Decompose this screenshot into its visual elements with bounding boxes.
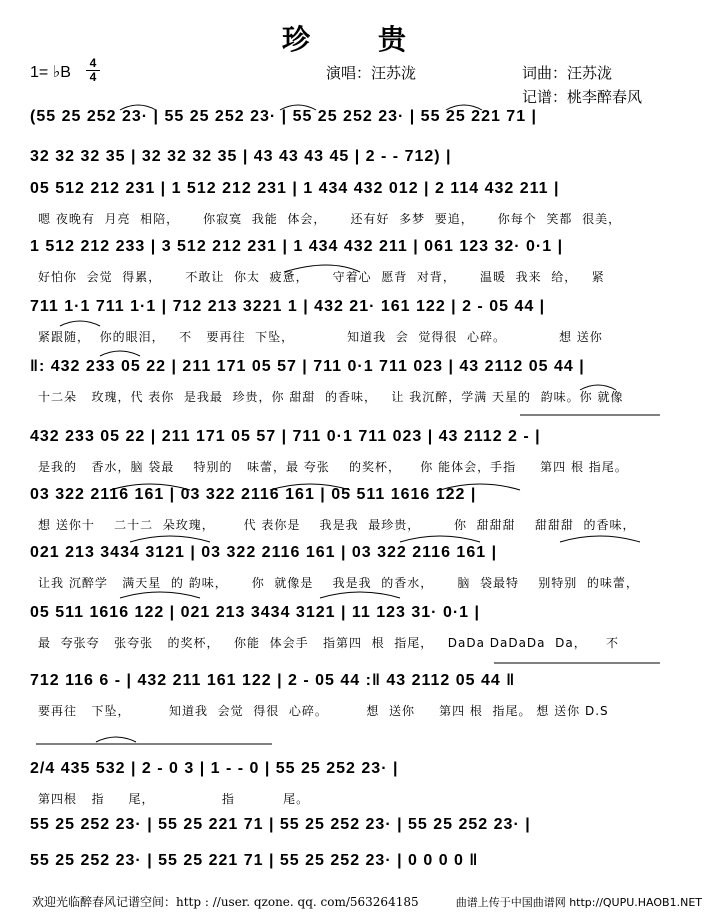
notation-line: 021 213 3434 3121 | 03 322 2116 161 | 03 322 2116 161 | xyxy=(30,544,498,561)
lyric-line: 第四根 指 尾， 指 尾。 xyxy=(38,792,310,806)
time-signature xyxy=(86,58,100,83)
composer-credit: 词曲：汪苏泷 xyxy=(522,64,613,82)
notation-line: 55 25 252 23· | 55 25 221 71 | 55 25 252 23· | 0 0 0 0 ‖ xyxy=(30,852,479,869)
slur xyxy=(120,592,200,598)
notation-line: 432 233 05 22 | 211 171 05 57 | 711 0·1 711 023 | 43 2112 2 - | xyxy=(30,428,541,445)
song-title: 珍 贵 xyxy=(281,23,426,56)
notation-line: 711 1·1 711 1·1 | 712 213 3221 1 | 432 21· 161 122 | 2 - 05 44 | xyxy=(30,298,546,315)
key-signature: 1= ♭B xyxy=(30,64,71,81)
lyric-line: 让我 沉醉学 满天星 的 韵味， 你 就像是 我是我 的香水， 脑 袋最特 别特别 的味蕾， xyxy=(38,576,639,590)
notation-line: ‖: 432 233 05 22 | 211 171 05 57 | 711 0·1 711 023 | 43 2112 05 44 | xyxy=(30,358,585,375)
notation-line: 712 116 6 - | 432 211 161 122 | 2 - 05 44 :‖ 43 2112 05 44 ‖ xyxy=(30,672,516,689)
notation-line: 1 512 212 233 | 3 512 212 231 | 1 434 432 211 | 061 123 32· 0·1 | xyxy=(30,238,564,255)
lyric-line: 是我的 香水，脑 袋最 特别的 味蕾，最 夸张 的奖杯， 你 能体会，手指 第四 根 指尾。 xyxy=(38,460,628,474)
meter-bottom: 4 xyxy=(89,70,97,84)
lyric-line: 要再往 下坠， 知道我 会觉 得很 心碎。 想 送你 第四 根 指尾。 想 送你 D.S xyxy=(38,704,609,718)
slur xyxy=(96,737,136,742)
notation-line: 32 32 32 35 | 32 32 32 35 | 43 43 43 45 | 2 - - 712) | xyxy=(30,148,452,165)
notation-line: 05 511 1616 122 | 021 213 3434 3121 | 11 123 31· 0·1 | xyxy=(30,604,480,621)
lyric-line: 十二朵 玫瑰，代 表你 是我最 珍贵，你 甜甜 的香味， 让 我沉醉，学满 天星的 韵味。你 就像 xyxy=(38,390,624,404)
notation-line: 55 25 252 23· | 55 25 221 71 | 55 25 252 23· | 55 25 252 23· | xyxy=(30,816,531,833)
lyric-line: 最 夸张夸 张夸张 的奖杯， 你能 体会手 指第四 根 指尾， DaDa DaDaDa Da， 不 xyxy=(38,636,619,650)
notation-line: 05 512 212 231 | 1 512 212 231 | 1 434 432 012 | 2 114 432 211 | xyxy=(30,180,560,197)
lyric-line: 嗯 夜晚有 月亮 相陪， 你寂寞 我能 体会， 还有好 多梦 要追， 你每个 笑都 很美， xyxy=(38,212,622,226)
site-watermark: 曲谱上传于中国曲谱网 http://QUPU.HAOB1.NET xyxy=(455,896,702,909)
lyric-line: 好怕你 会觉 得累， 不敢让 你太 疲惫， 守着心 愿背 对背， 温暖 我来 给， 紧 xyxy=(38,270,605,284)
slur xyxy=(560,536,640,542)
slur xyxy=(60,321,100,326)
meter-top: 4 xyxy=(89,56,97,70)
notation-line: (55 25 252 23· | 55 25 252 23· | 55 25 252 23· | 55 25 221 71 | xyxy=(30,108,538,125)
lyric-line: 想 送你十 二十二 朵玫瑰， 代 表你是 我是我 最珍贵， 你 甜甜甜 甜甜甜 的香味， xyxy=(38,518,636,532)
slur xyxy=(100,351,140,356)
slur xyxy=(130,536,210,542)
notation-line: 2/4 435 532 | 2 - 0 3 | 1 - - 0 | 55 25 252 23· | xyxy=(30,760,399,777)
transcriber-credit: 记谱：桃李醉春风 xyxy=(522,88,643,106)
footer-note: 欢迎光临醉春风记谱空间：http : //user. qzone. qq. com/563264185 xyxy=(32,895,419,909)
singer-credit: 演唱：汪苏泷 xyxy=(326,64,417,82)
slur xyxy=(400,536,480,542)
notation-line: 03 322 2116 161 | 03 322 2116 161 | 05 511 1616 122 | xyxy=(30,486,477,503)
lyric-line: 紧跟随， 你的眼泪， 不 要再往 下坠， 知道我 会 觉得很 心碎。 想 送你 xyxy=(38,330,603,344)
slur xyxy=(320,592,400,598)
